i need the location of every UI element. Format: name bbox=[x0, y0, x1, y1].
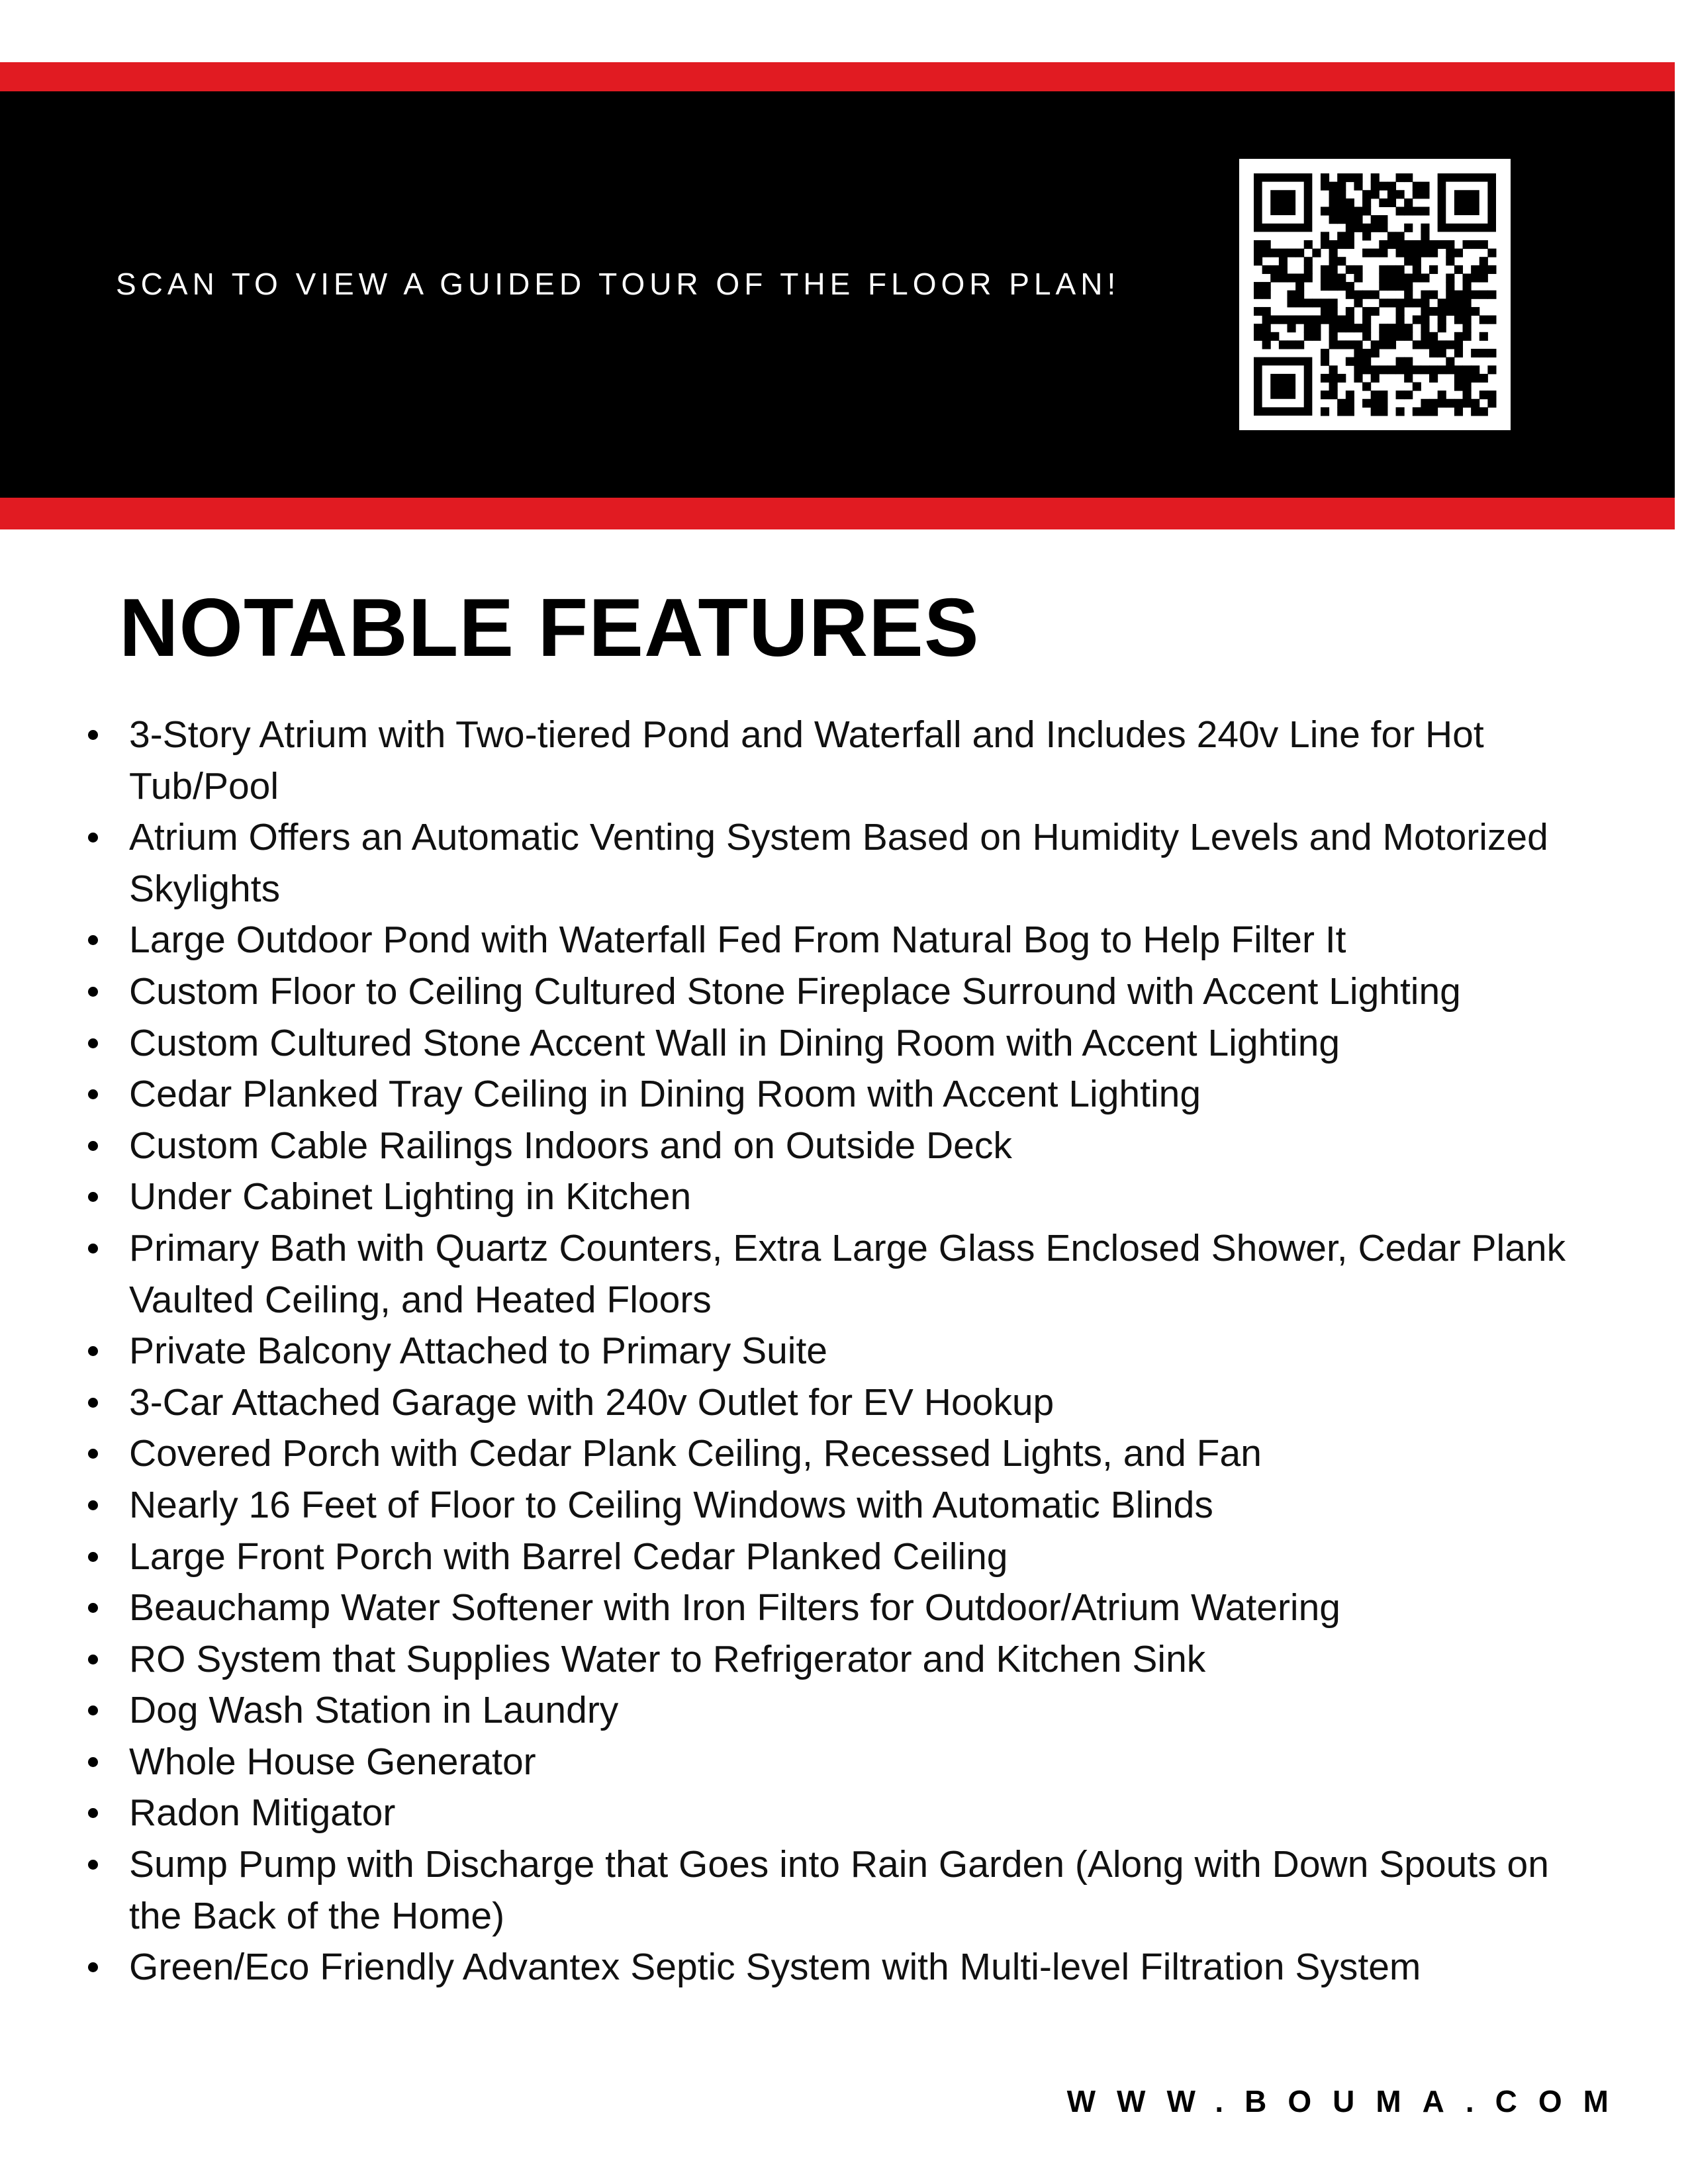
scan-instruction: SCAN TO VIEW A GUIDED TOUR OF THE FLOOR PLAN! bbox=[116, 267, 1121, 301]
feature-item: Whole House Generator bbox=[129, 1737, 1592, 1788]
feature-item: Custom Cable Railings Indoors and on Outside Deck bbox=[129, 1120, 1592, 1172]
feature-item: 3-Car Attached Garage with 240v Outlet for EV Hookup bbox=[129, 1377, 1592, 1429]
feature-item: RO System that Supplies Water to Refrigerator and Kitchen Sink bbox=[129, 1634, 1592, 1686]
feature-item: Custom Floor to Ceiling Cultured Stone Fireplace Surround with Accent Lighting bbox=[129, 966, 1592, 1018]
feature-item: Dog Wash Station in Laundry bbox=[129, 1685, 1592, 1737]
feature-item: Private Balcony Attached to Primary Suite bbox=[129, 1326, 1592, 1377]
features-list bbox=[129, 709, 1592, 1993]
feature-item: Under Cabinet Lighting in Kitchen bbox=[129, 1171, 1592, 1223]
feature-item: Covered Porch with Cedar Plank Ceiling, Recessed Lights, and Fan bbox=[129, 1428, 1592, 1480]
qr-code-graphic bbox=[1239, 159, 1511, 430]
feature-item: Custom Cultured Stone Accent Wall in Dining Room with Accent Lighting bbox=[129, 1018, 1592, 1069]
feature-item: Sump Pump with Discharge that Goes into Rain Garden (Along with Down Spouts on the Back of the Home) bbox=[129, 1839, 1592, 1942]
page-title: NOTABLE FEATURES bbox=[119, 582, 980, 674]
feature-item: Large Outdoor Pond with Waterfall Fed From Natural Bog to Help Filter It bbox=[129, 915, 1592, 966]
feature-item: Green/Eco Friendly Advantex Septic System with Multi-level Filtration System bbox=[129, 1942, 1592, 1993]
website-url[interactable]: WWW.BOUMA.COM bbox=[1066, 2084, 1630, 2118]
feature-item: Large Front Porch with Barrel Cedar Planked Ceiling bbox=[129, 1531, 1592, 1583]
bottom-red-stripe bbox=[0, 498, 1675, 529]
feature-item: Beauchamp Water Softener with Iron Filters for Outdoor/Atrium Watering bbox=[129, 1582, 1592, 1634]
feature-item: Nearly 16 Feet of Floor to Ceiling Windows with Automatic Blinds bbox=[129, 1480, 1592, 1531]
top-red-stripe bbox=[0, 62, 1675, 91]
feature-item: Cedar Planked Tray Ceiling in Dining Room with Accent Lighting bbox=[129, 1069, 1592, 1120]
feature-item: Primary Bath with Quartz Counters, Extra Large Glass Enclosed Shower, Cedar Plank Vaulted Ceiling, and Heated Floors bbox=[129, 1223, 1592, 1326]
feature-item: Atrium Offers an Automatic Venting System Based on Humidity Levels and Motorized Skylights bbox=[129, 812, 1592, 915]
feature-item: 3-Story Atrium with Two-tiered Pond and Waterfall and Includes 240v Line for Hot Tub/Pool bbox=[129, 709, 1592, 812]
qr-code-icon[interactable] bbox=[1239, 159, 1511, 430]
feature-item: Radon Mitigator bbox=[129, 1788, 1592, 1839]
